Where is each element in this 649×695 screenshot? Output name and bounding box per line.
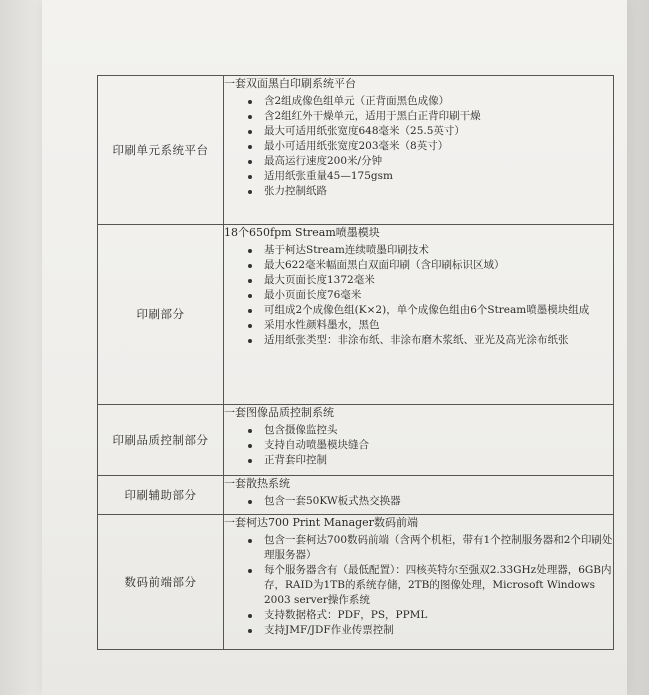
list-item: 最小页面长度76毫米: [264, 288, 613, 303]
bullet-list: [224, 243, 613, 348]
list-item: 基于柯达Stream连续喷墨印刷技术: [264, 243, 613, 258]
section-title: 18个650fpm Stream喷墨模块: [224, 226, 380, 239]
list-item: 最高运行速度200米/分钟: [264, 154, 613, 169]
section-label: 印刷单元系统平台: [98, 76, 224, 225]
section-label: 印刷辅助部分: [98, 476, 224, 515]
list-item: 采用水性颜料墨水，黑色: [264, 318, 613, 333]
list-item: 适用纸张类型：非涂布纸、非涂布磨木浆纸、亚光及高光涂布纸张: [264, 333, 613, 348]
list-item: 支持数据格式：PDF，PS，PPML: [264, 608, 613, 623]
list-item: 可组成2个成像色组(K×2)，单个成像色组由6个Stream喷墨模块组成: [264, 303, 613, 318]
list-item: 支持自动喷墨模块缝合: [264, 438, 613, 453]
table-row: [98, 225, 614, 405]
section-title: 一套图像品质控制系统: [224, 406, 334, 419]
section-title: 一套柯达700 Print Manager数码前端: [224, 516, 418, 529]
document-page: [42, 0, 627, 695]
table-row: [98, 76, 614, 225]
section-label: 数码前端部分: [98, 515, 224, 650]
section-label: 印刷部分: [98, 225, 224, 405]
list-item: 最大页面长度1372毫米: [264, 273, 613, 288]
list-item: 最小可适用纸张宽度203毫米（8英寸）: [264, 139, 613, 154]
list-item: 张力控制纸路: [264, 184, 613, 199]
table-row: [98, 515, 614, 650]
bullet-list: [224, 494, 613, 509]
list-item: 含2组红外干燥单元，适用于黑白正背印刷干燥: [264, 109, 613, 124]
list-item: 含2组成像色组单元（正背面黑色成像）: [264, 94, 613, 109]
list-item: 适用纸张重量45—175gsm: [264, 169, 613, 184]
table-row: [98, 476, 614, 515]
list-item: 包含一套50KW板式热交换器: [264, 494, 613, 509]
section-label: 印刷品质控制部分: [98, 405, 224, 476]
section-title: 一套散热系统: [224, 477, 290, 490]
bullet-list: [224, 423, 613, 468]
section-title: 一套双面黑白印刷系统平台: [224, 77, 356, 90]
spec-table: [97, 75, 614, 650]
list-item: 包含一套柯达700数码前端（含两个机柜，带有1个控制服务器和2个印刷处理服务器）: [264, 534, 613, 561]
table-row: [98, 405, 614, 476]
list-item: 最大622毫米幅面黑白双面印刷（含印刷标识区域）: [264, 258, 613, 273]
bullet-list: [224, 533, 613, 638]
list-item: 包含摄像监控头: [264, 423, 613, 438]
list-item: 支持JMF/JDF作业传票控制: [264, 623, 613, 638]
bullet-list: [224, 94, 613, 199]
list-item: 最大可适用纸张宽度648毫米（25.5英寸）: [264, 124, 613, 139]
list-item: 正背套印控制: [264, 453, 613, 468]
list-item: 每个服务器含有（最低配置）：四核英特尔至强双2.33GHz处理器，6GB内存，RAID为1TB的系统存储，2TB的图像处理，Microsoft Windows 2003 server操作系统: [264, 564, 612, 606]
